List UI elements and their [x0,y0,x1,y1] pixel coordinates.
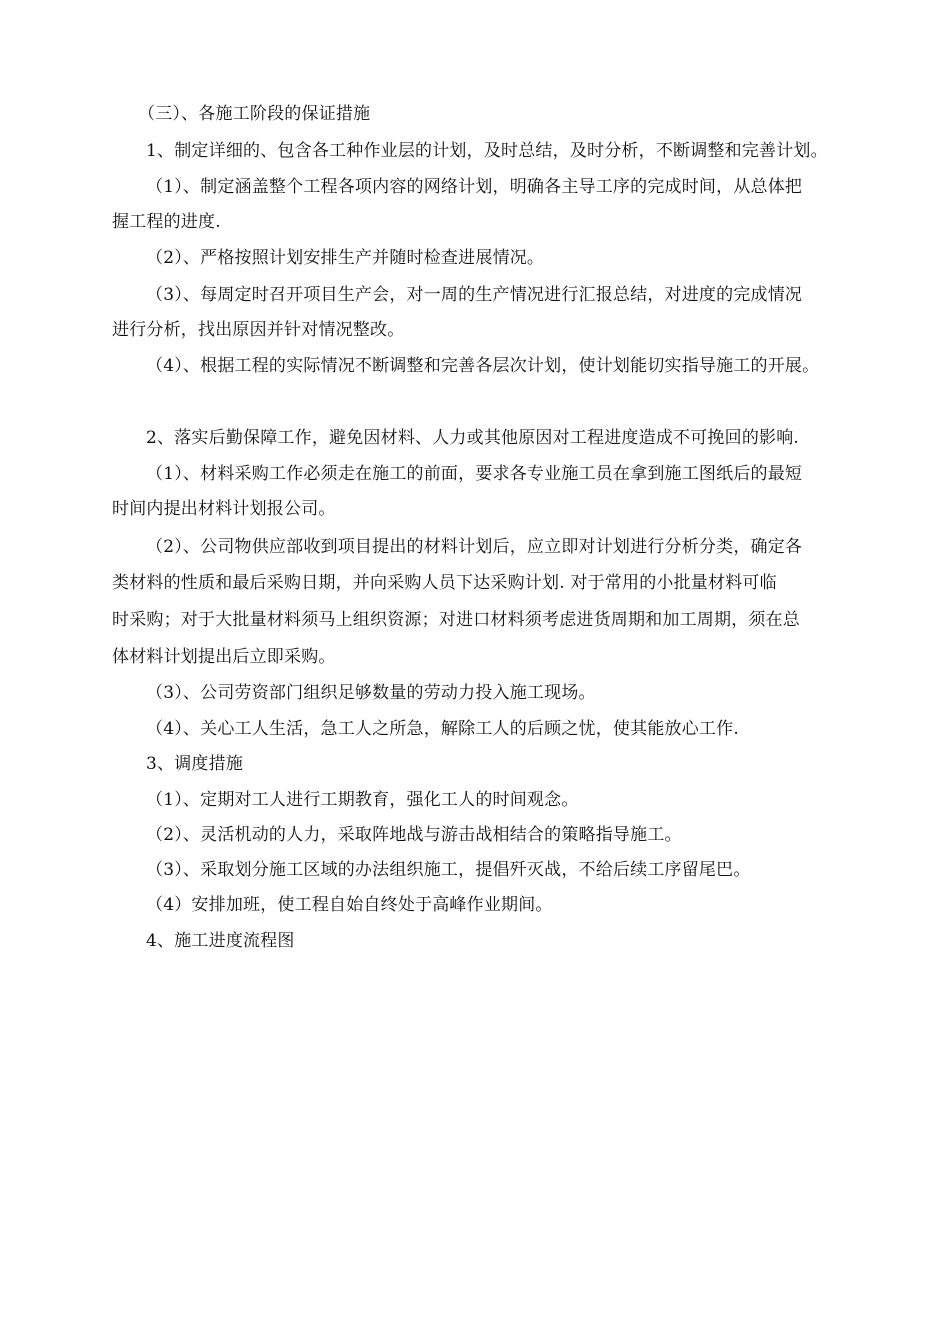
item3-title: 3、调度措施 [146,754,244,774]
item3-sub4: （4）安排加班，使工程自始自终处于高峰作业期间。 [146,895,553,915]
item2-sub1-line2: 时间内提出材料计划报公司。 [112,499,336,519]
item2-title: 2、落实后勤保障工作，避免因材料、人力或其他原因对工程进度造成不可挽回的影响. [146,428,800,448]
item2-sub2-line3: 时采购；对于大批量材料须马上组织资源；对进口材料须考虑进货周期和加工周期，须在总 [112,610,800,630]
item2-sub3: （3）、公司劳资部门组织足够数量的劳动力投入施工现场。 [146,683,596,703]
item4-title: 4、施工进度流程图 [146,931,295,951]
item3-sub2: （2）、灵活机动的人力，采取阵地战与游击战相结合的策略指导施工。 [146,825,682,845]
item1-sub3-line1: （3）、每周定时召开项目生产会，对一周的生产情况进行汇报总结，对进度的完成情况 [146,285,803,305]
item1-sub2: （2）、严格按照计划安排生产并随时检查进展情况。 [146,248,545,268]
item3-sub3: （3）、采取划分施工区域的办法组织施工，提倡歼灭战，不给后续工序留尾巴。 [146,860,751,880]
item2-sub4: （4）、关心工人生活，急工人之所急，解除工人的后顾之忧，使其能放心工作. [146,719,739,739]
item2-sub2-line2: 类材料的性质和最后采购日期，并向采购人员下达采购计划. 对于常用的小批量材料可临 [112,573,777,593]
item2-sub1-line1: （1）、材料采购工作必须走在施工的前面，要求各专业施工员在拿到施工图纸后的最短 [146,464,803,484]
item1-sub1-line2: 握工程的进度. [112,212,221,232]
item2-sub2-line4: 体材料计划提出后立即采购。 [112,647,336,667]
item1-sub3-line2: 进行分析，找出原因并针对情况整改。 [112,320,405,340]
item1-title: 1、制定详细的、包含各工种作业层的计划，及时总结，及时分析，不断调整和完善计划。 [146,141,828,161]
item2-sub2-line1: （2）、公司物供应部收到项目提出的材料计划后，应立即对计划进行分析分类，确定各 [146,537,803,557]
item3-sub1: （1）、定期对工人进行工期教育，强化工人的时间观念。 [146,790,579,810]
item1-sub4: （4）、根据工程的实际情况不断调整和完善各层次计划，使计划能切实指导施工的开展。 [146,356,820,376]
item1-sub1-line1: （1）、制定涵盖整个工程各项内容的网络计划，明确各主导工序的完成时间，从总体把 [146,177,803,197]
section-heading: （三）、各施工阶段的保证措施 [138,104,371,124]
